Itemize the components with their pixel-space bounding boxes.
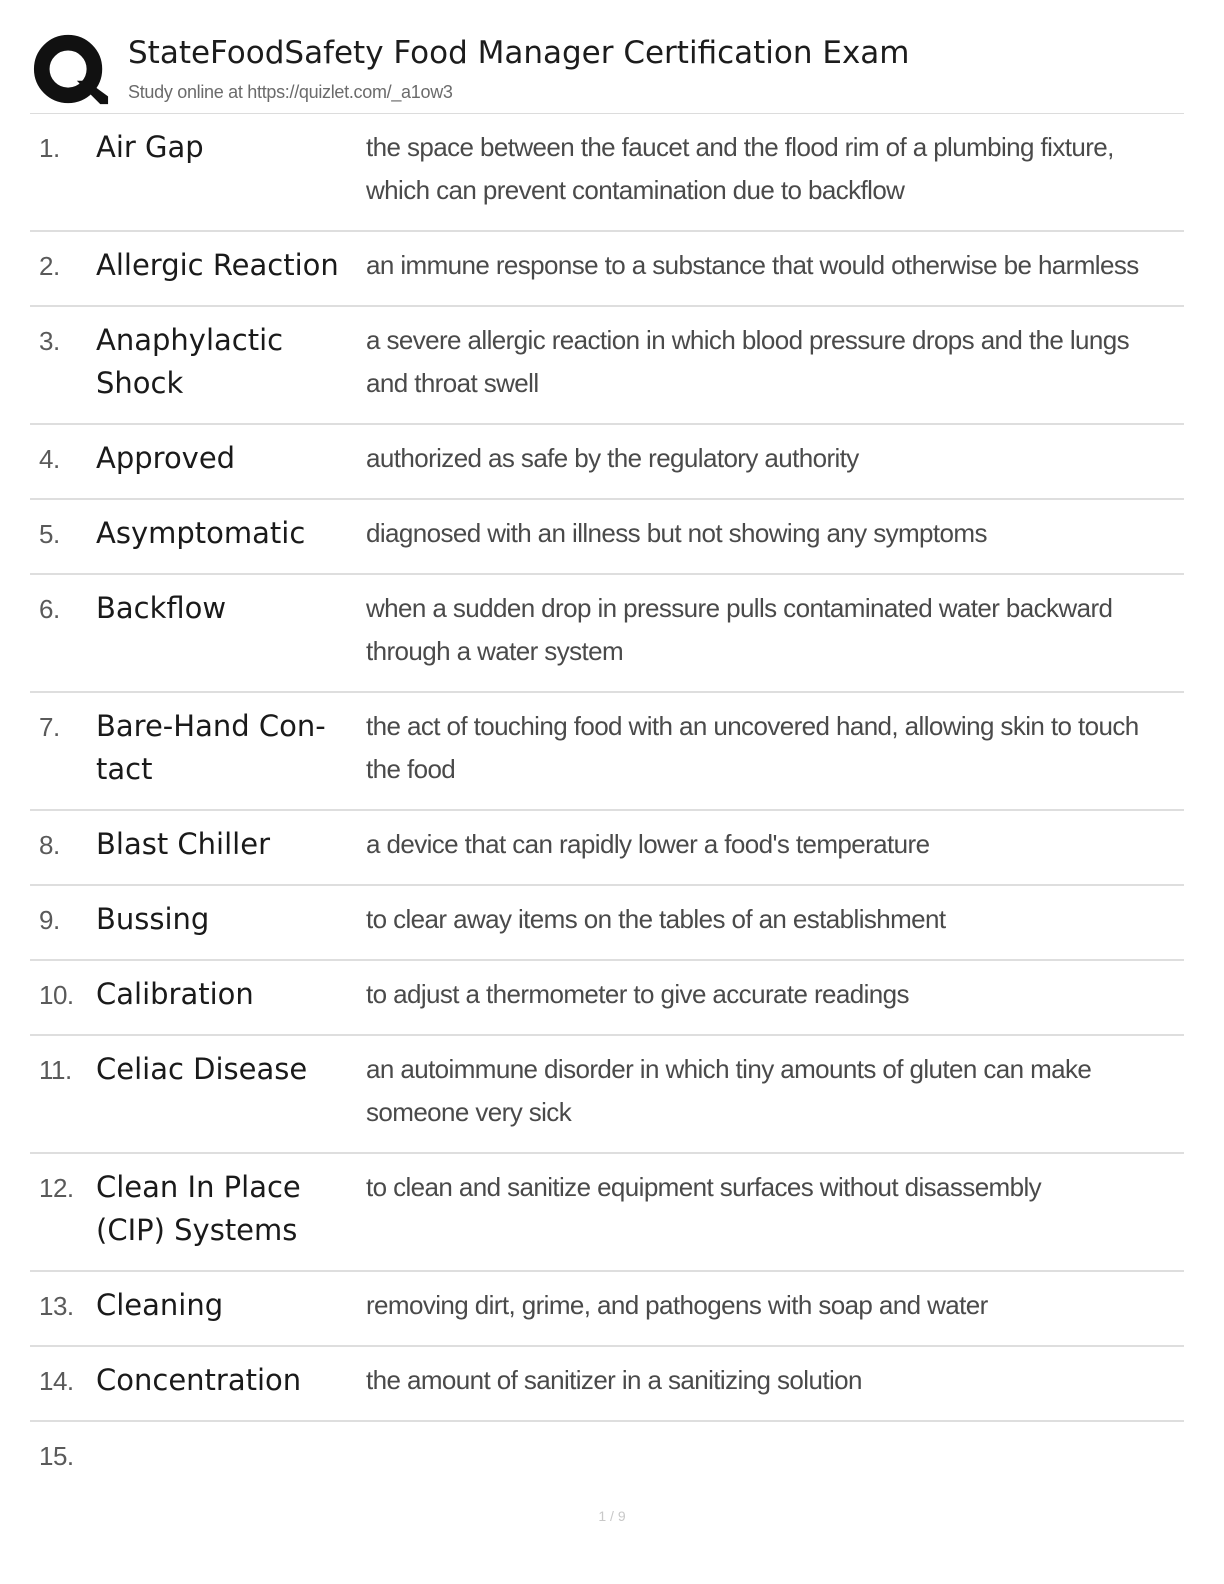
list-item bbox=[30, 1272, 1184, 1347]
item-number: 10. bbox=[39, 980, 74, 1010]
item-definition: to adjust a thermometer to give accurate readings bbox=[366, 979, 909, 1009]
item-definition: authorized as safe by the regulatory authority bbox=[366, 443, 859, 473]
item-term: Cleaning bbox=[96, 1288, 224, 1322]
item-definition: diagnosed with an illness but not showing any symptoms bbox=[366, 518, 987, 548]
item-term: Calibration bbox=[96, 977, 254, 1011]
list-item bbox=[30, 961, 1184, 1036]
list-item bbox=[30, 114, 1184, 232]
item-term: Bare-Hand Con-tact bbox=[96, 709, 326, 786]
item-definition: to clean and sanitize equipment surfaces without disassembly bbox=[366, 1172, 1042, 1202]
item-definition: the amount of sanitizer in a sanitizing solution bbox=[366, 1365, 862, 1395]
list-item bbox=[30, 500, 1184, 575]
item-term: Approved bbox=[96, 441, 236, 475]
item-definition: the act of touching food with an uncovered hand, allowing skin to touch the food bbox=[366, 711, 1139, 784]
list-item bbox=[30, 1422, 1184, 1497]
item-number: 12. bbox=[39, 1173, 74, 1203]
item-number: 6. bbox=[39, 594, 60, 624]
item-number: 4. bbox=[39, 444, 60, 474]
item-term: Backflow bbox=[96, 591, 227, 625]
item-number: 14. bbox=[39, 1366, 74, 1396]
item-number: 13. bbox=[39, 1291, 74, 1321]
list-item bbox=[30, 811, 1184, 886]
item-term: Celiac Disease bbox=[96, 1052, 308, 1086]
item-definition: an immune response to a substance that would otherwise be harmless bbox=[366, 250, 1139, 280]
item-term: Air Gap bbox=[96, 130, 204, 164]
item-term: Clean In Place (CIP) Systems bbox=[96, 1170, 301, 1247]
list-item bbox=[30, 1036, 1184, 1154]
item-number: 7. bbox=[39, 712, 60, 742]
item-number: 11. bbox=[39, 1055, 72, 1085]
quizlet-logo-icon bbox=[32, 32, 110, 110]
list-item bbox=[30, 307, 1184, 425]
page-subtitle[interactable]: Study online at https://quizlet.com/_a1ow3 bbox=[128, 82, 453, 102]
item-number: 9. bbox=[39, 905, 60, 935]
item-number: 2. bbox=[39, 251, 60, 281]
item-term: Asymptomatic bbox=[96, 516, 306, 550]
item-definition: removing dirt, grime, and pathogens with soap and water bbox=[366, 1290, 988, 1320]
list-item bbox=[30, 1347, 1184, 1422]
list-item bbox=[30, 693, 1184, 811]
page-header bbox=[30, 30, 1184, 114]
list-item bbox=[30, 232, 1184, 307]
item-term: Allergic Reaction bbox=[96, 248, 339, 282]
item-term: Anaphylactic Shock bbox=[96, 323, 284, 400]
item-term: Concentration bbox=[96, 1363, 302, 1397]
item-number: 15. bbox=[39, 1441, 74, 1471]
item-number: 8. bbox=[39, 830, 60, 860]
item-definition: when a sudden drop in pressure pulls contaminated water backward through a water system bbox=[366, 593, 1113, 666]
item-definition: a severe allergic reaction in which blood pressure drops and the lungs and throat swell bbox=[366, 325, 1130, 398]
item-definition: a device that can rapidly lower a food's temperature bbox=[366, 829, 930, 859]
list-item bbox=[30, 575, 1184, 693]
item-term bbox=[96, 1422, 366, 1497]
list-item bbox=[30, 1154, 1184, 1272]
list-item bbox=[30, 425, 1184, 500]
item-term: Bussing bbox=[96, 902, 210, 936]
item-term: Blast Chiller bbox=[96, 827, 270, 861]
page-title: StateFoodSafety Food Manager Certification Exam bbox=[128, 35, 910, 71]
item-number: 5. bbox=[39, 519, 60, 549]
term-list bbox=[30, 114, 1184, 1497]
item-definition: an autoimmune disorder in which tiny amounts of gluten can make someone very sick bbox=[366, 1054, 1092, 1127]
item-definition bbox=[366, 1422, 1184, 1497]
item-number: 1. bbox=[39, 133, 60, 163]
page-number: 1 / 9 bbox=[598, 1508, 626, 1524]
list-item bbox=[30, 886, 1184, 961]
item-number: 3. bbox=[39, 326, 60, 356]
item-definition: to clear away items on the tables of an establishment bbox=[366, 904, 946, 934]
item-definition: the space between the faucet and the flood rim of a plumbing fixture, which can prevent contamination due to backflow bbox=[366, 132, 1114, 205]
